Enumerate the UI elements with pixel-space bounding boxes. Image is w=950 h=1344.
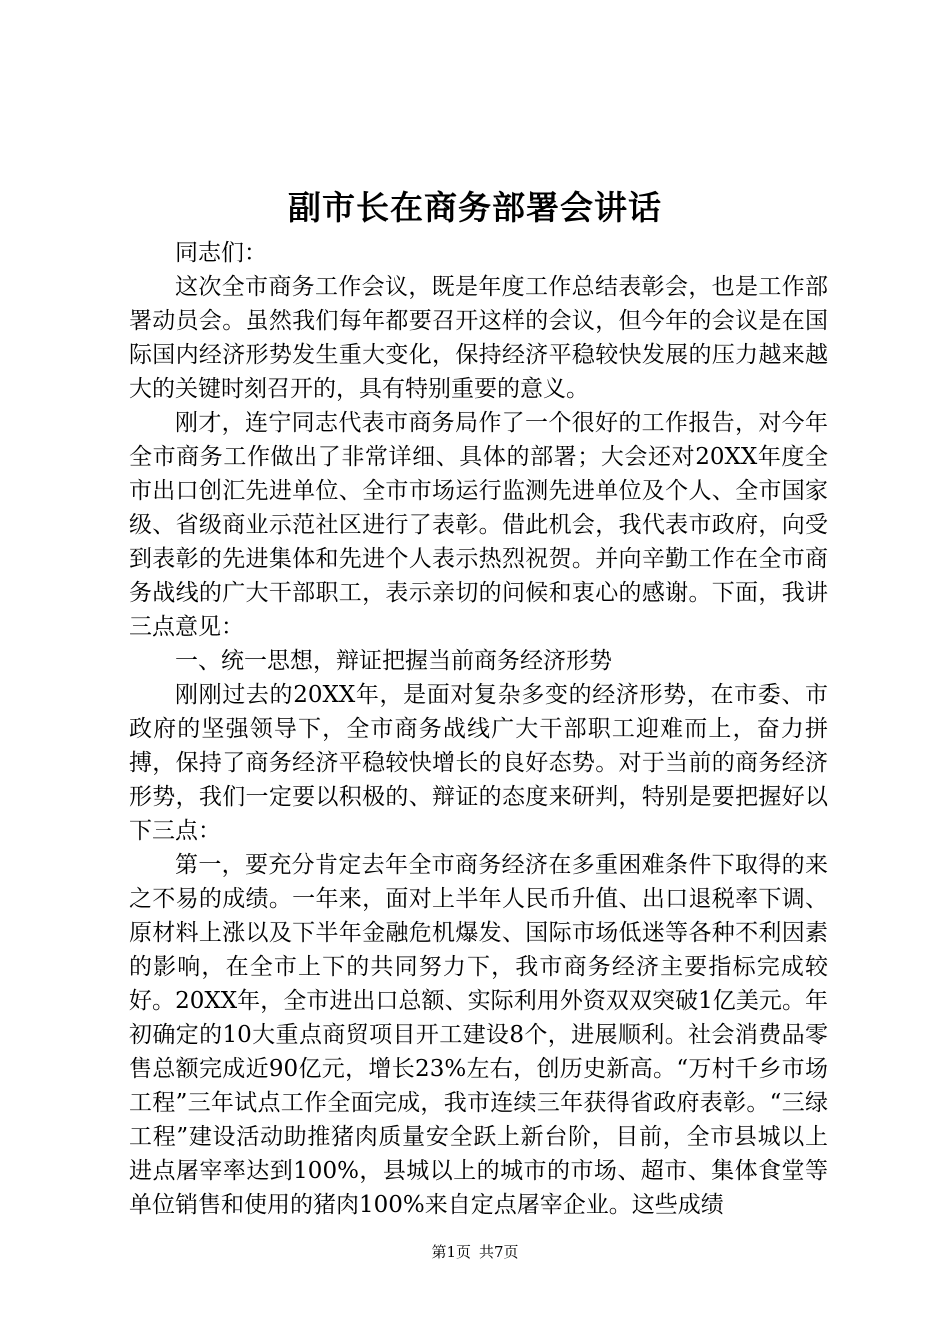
section-heading: 一、统一思想，辩证把握当前商务经济形势: [175, 648, 612, 674]
report-paragraph: 刚才，连宁同志代表市商务局作了一个很好的工作报告，对今年全市商务工作做出了非常详细、具体的部署；大会还对20XX年度全市出口创汇先进单位、全市市场运行监测先进单位及个人、全市国家级、省级商业示范社区进行了表彰。借此机会，我代表市政府，向受到表彰的先进集体和先进个人表示热烈祝贺。并向辛勤工作在全市商务战线的广大干部职工，表示亲切的问候和衷心的感谢。下面，我讲三点意见：: [129, 410, 828, 640]
page-footer: [0, 1242, 950, 1262]
document-title: 副市长在商务部署会讲话: [288, 188, 662, 227]
document-body: [129, 236, 828, 1222]
salutation-paragraph: 同志们：: [175, 240, 267, 266]
intro-paragraph: 这次全市商务工作会议，既是年度工作总结表彰会，也是工作部署动员会。虽然我们每年都要召开这样的会议，但今年的会议是在国际国内经济形势发生重大变化，保持经济平稳较快发展的压力越来越大的关键时刻召开的，具有特别重要的意义。: [129, 274, 828, 402]
page-total: 共7页: [479, 1243, 519, 1261]
page-number: 第1页: [431, 1243, 471, 1261]
achievements-paragraph: 第一，要充分肯定去年全市商务经济在多重困难条件下取得的来之不易的成绩。一年来，面对上半年人民币升值、出口退税率下调、原材料上涨以及下半年金融危机爆发、国际市场低迷等各种不利因素的影响，在全市上下的共同努力下，我市商务经济主要指标完成较好。20XX年，全市进出口总额、实际利用外资双双突破1亿美元。年初确定的10大重点商贸项目开工建设8个，进展顺利。社会消费品零售总额完成近90亿元，增长23%左右，创历史新高。“万村千乡市场工程”三年试点工作全面完成，我市连续三年获得省政府表彰。“三绿工程”建设活动助推猪肉质量安全跃上新台阶，目前，全市县城以上进点屠宰率达到100%，县城以上的城市的市场、超市、集体食堂等单位销售和使用的猪肉100%来自定点屠宰企业。这些成绩: [129, 852, 828, 1218]
situation-paragraph: 刚刚过去的20XX年，是面对复杂多变的经济形势，在市委、市政府的坚强领导下，全市商务战线广大干部职工迎难而上，奋力拼搏，保持了商务经济平稳较快增长的良好态势。对于当前的商务经济形势，我们一定要以积极的、辩证的态度来研判，特别是要把握好以下三点：: [129, 682, 828, 844]
